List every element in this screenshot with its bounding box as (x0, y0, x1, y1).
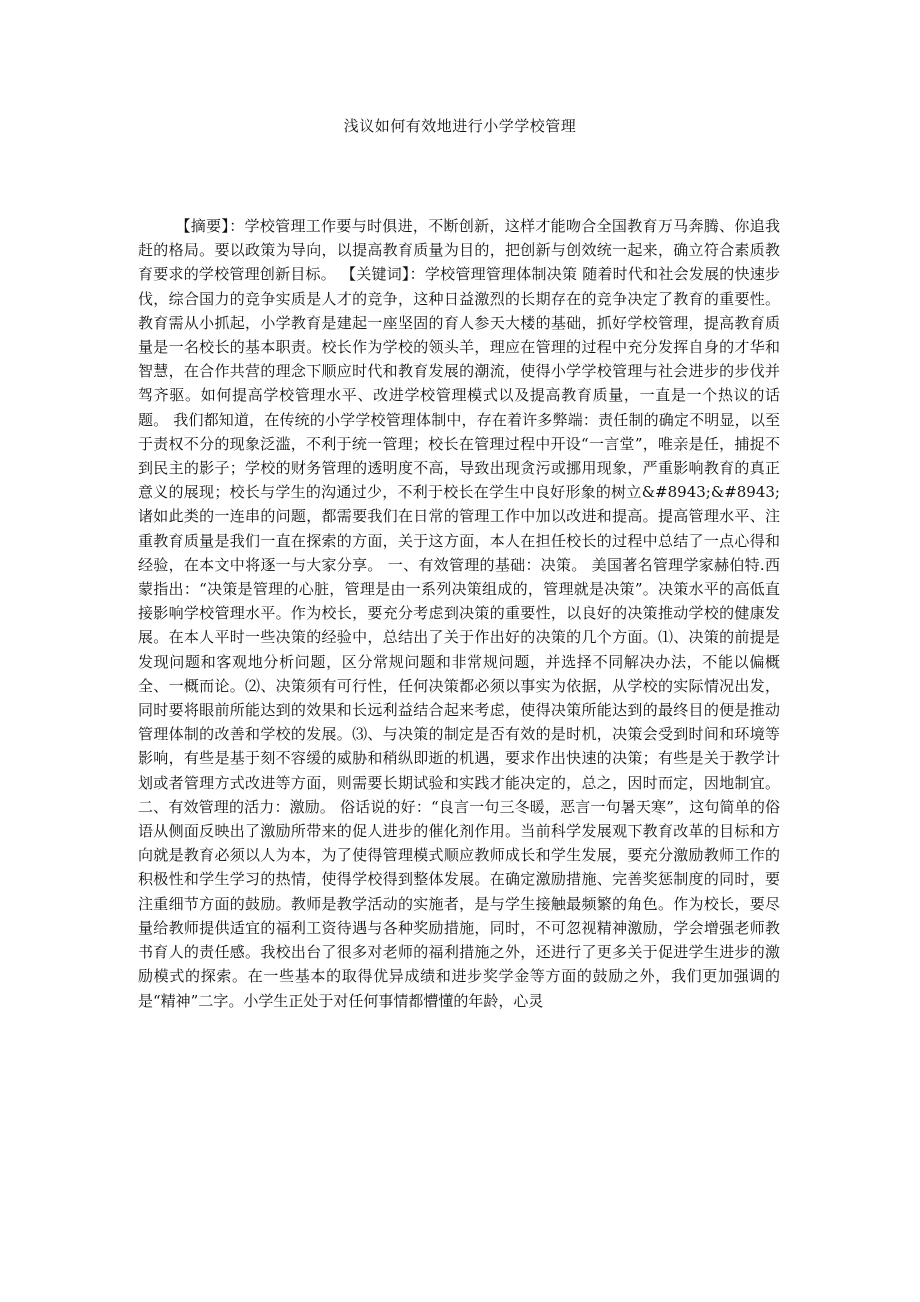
document-body-paragraph: 【摘要】：学校管理工作要与时俱进，不断创新，这样才能吻合全国教育万马奔腾、你追我赶的格局。要以政策为导向，以提高教育质量为目的，把创新与创效统一起来，确立符合素质教育要求的学校管理创新目标。 【关键词】：学校管理管理体制决策 随着时代和社会发展的快速步伐，综合国力的竞争实质是人才的竞争，这种日益激烈的长期存在的竞争决定了教育的重要性。教育需从小抓起，小学教育是建起一座坚固的育人参天大楼的基础，抓好学校管理，提高教育质量是一名校长的基本职责。校长作为学校的领头羊，理应在管理的过程中充分发挥自身的才华和智慧，在合作共营的理念下顺应时代和教育发展的潮流，使得小学学校管理与社会进步的步伐并驾齐驱。如何提高学校管理水平、改进学校管理模式以及提高教育质量，一直是一个热议的话题。 我们都知道，在传统的小学学校管理体制中，存在着许多弊端：责任制的确定不明显，以至于责权不分的现象泛滥，不利于统一管理；校长在管理过程中开设“一言堂”，唯亲是任，捕捉不到民主的影子；学校的财务管理的透明度不高，导致出现贪污或挪用现象，严重影响教育的真正意义的展现；校长与学生的沟通过少，不利于校长在学生中良好形象的树立&#8943;&#8943;诸如此类的一连串的问题，都需要我们在日常的管理工作中加以改进和提高。提高管理水平、注重教育质量是我们一直在探索的方面，关于这方面，本人在担任校长的过程中总结了一点心得和经验，在本文中将逐一与大家分享。 一、有效管理的基础：决策。 美国著名管理学家赫伯特.西蒙指出：“决策是管理的心脏，管理是由一系列决策组成的，管理就是决策”。决策水平的高低直接影响学校管理水平。作为校长，要充分考虑到决策的重要性，以良好的决策推动学校的健康发展。在本人平时一些决策的经验中，总结出了关于作出好的决策的几个方面。⑴、决策的前提是发现问题和客观地分析问题，区分常规问题和非常规问题，并选择不同解决办法，不能以偏概全、一概而论。⑵、决策须有可行性，任何决策都必须以事实为依据，从学校的实际情况出发，同时要将眼前所能达到的效果和长远利益结合起来考虑，使得决策所能达到的最终目的便是推动管理体制的改善和学校的发展。⑶、与决策的制定是否有效的是时机，决策会受到时间和环境等影响，有些是基于刻不容缓的威胁和稍纵即逝的机遇，要求作出快速的决策；有些是关于教学计划或者管理方式改进等方面，则需要长期试验和实践才能决定的，总之，因时而定，因地制宜。 二、有效管理的活力：激励。 俗话说的好：“良言一句三冬暖，恶言一句暑天寒”，这句简单的俗语从侧面反映出了激励所带来的促人进步的催化剂作用。当前科学发展观下教育改革的目标和方向就是教育必须以人为本，为了使得管理模式顺应教师成长和学生发展，要充分激励教师工作的积极性和学生学习的热情，使得学校得到整体发展。在确定激励措施、完善奖惩制度的同时，要注重细节方面的鼓励。教师是教学活动的实施者，是与学生接触最频繁的角色。作为校长，要尽量给教师提供适宜的福利工资待遇与各种奖励措施，同时，不可忽视精神激励，学会增强老师教书育人的责任感。我校出台了很多对老师的福利措施之外，还进行了更多关于促进学生进步的激励模式的探索。在一些基本的取得优异成绩和进步奖学金等方面的鼓励之外，我们更加强调的是“精神”二字。小学生正处于对任何事情都懵懂的年龄，心灵 (138, 217, 780, 1010)
document-title: 浅议如何有效地进行小学学校管理 (343, 117, 577, 135)
